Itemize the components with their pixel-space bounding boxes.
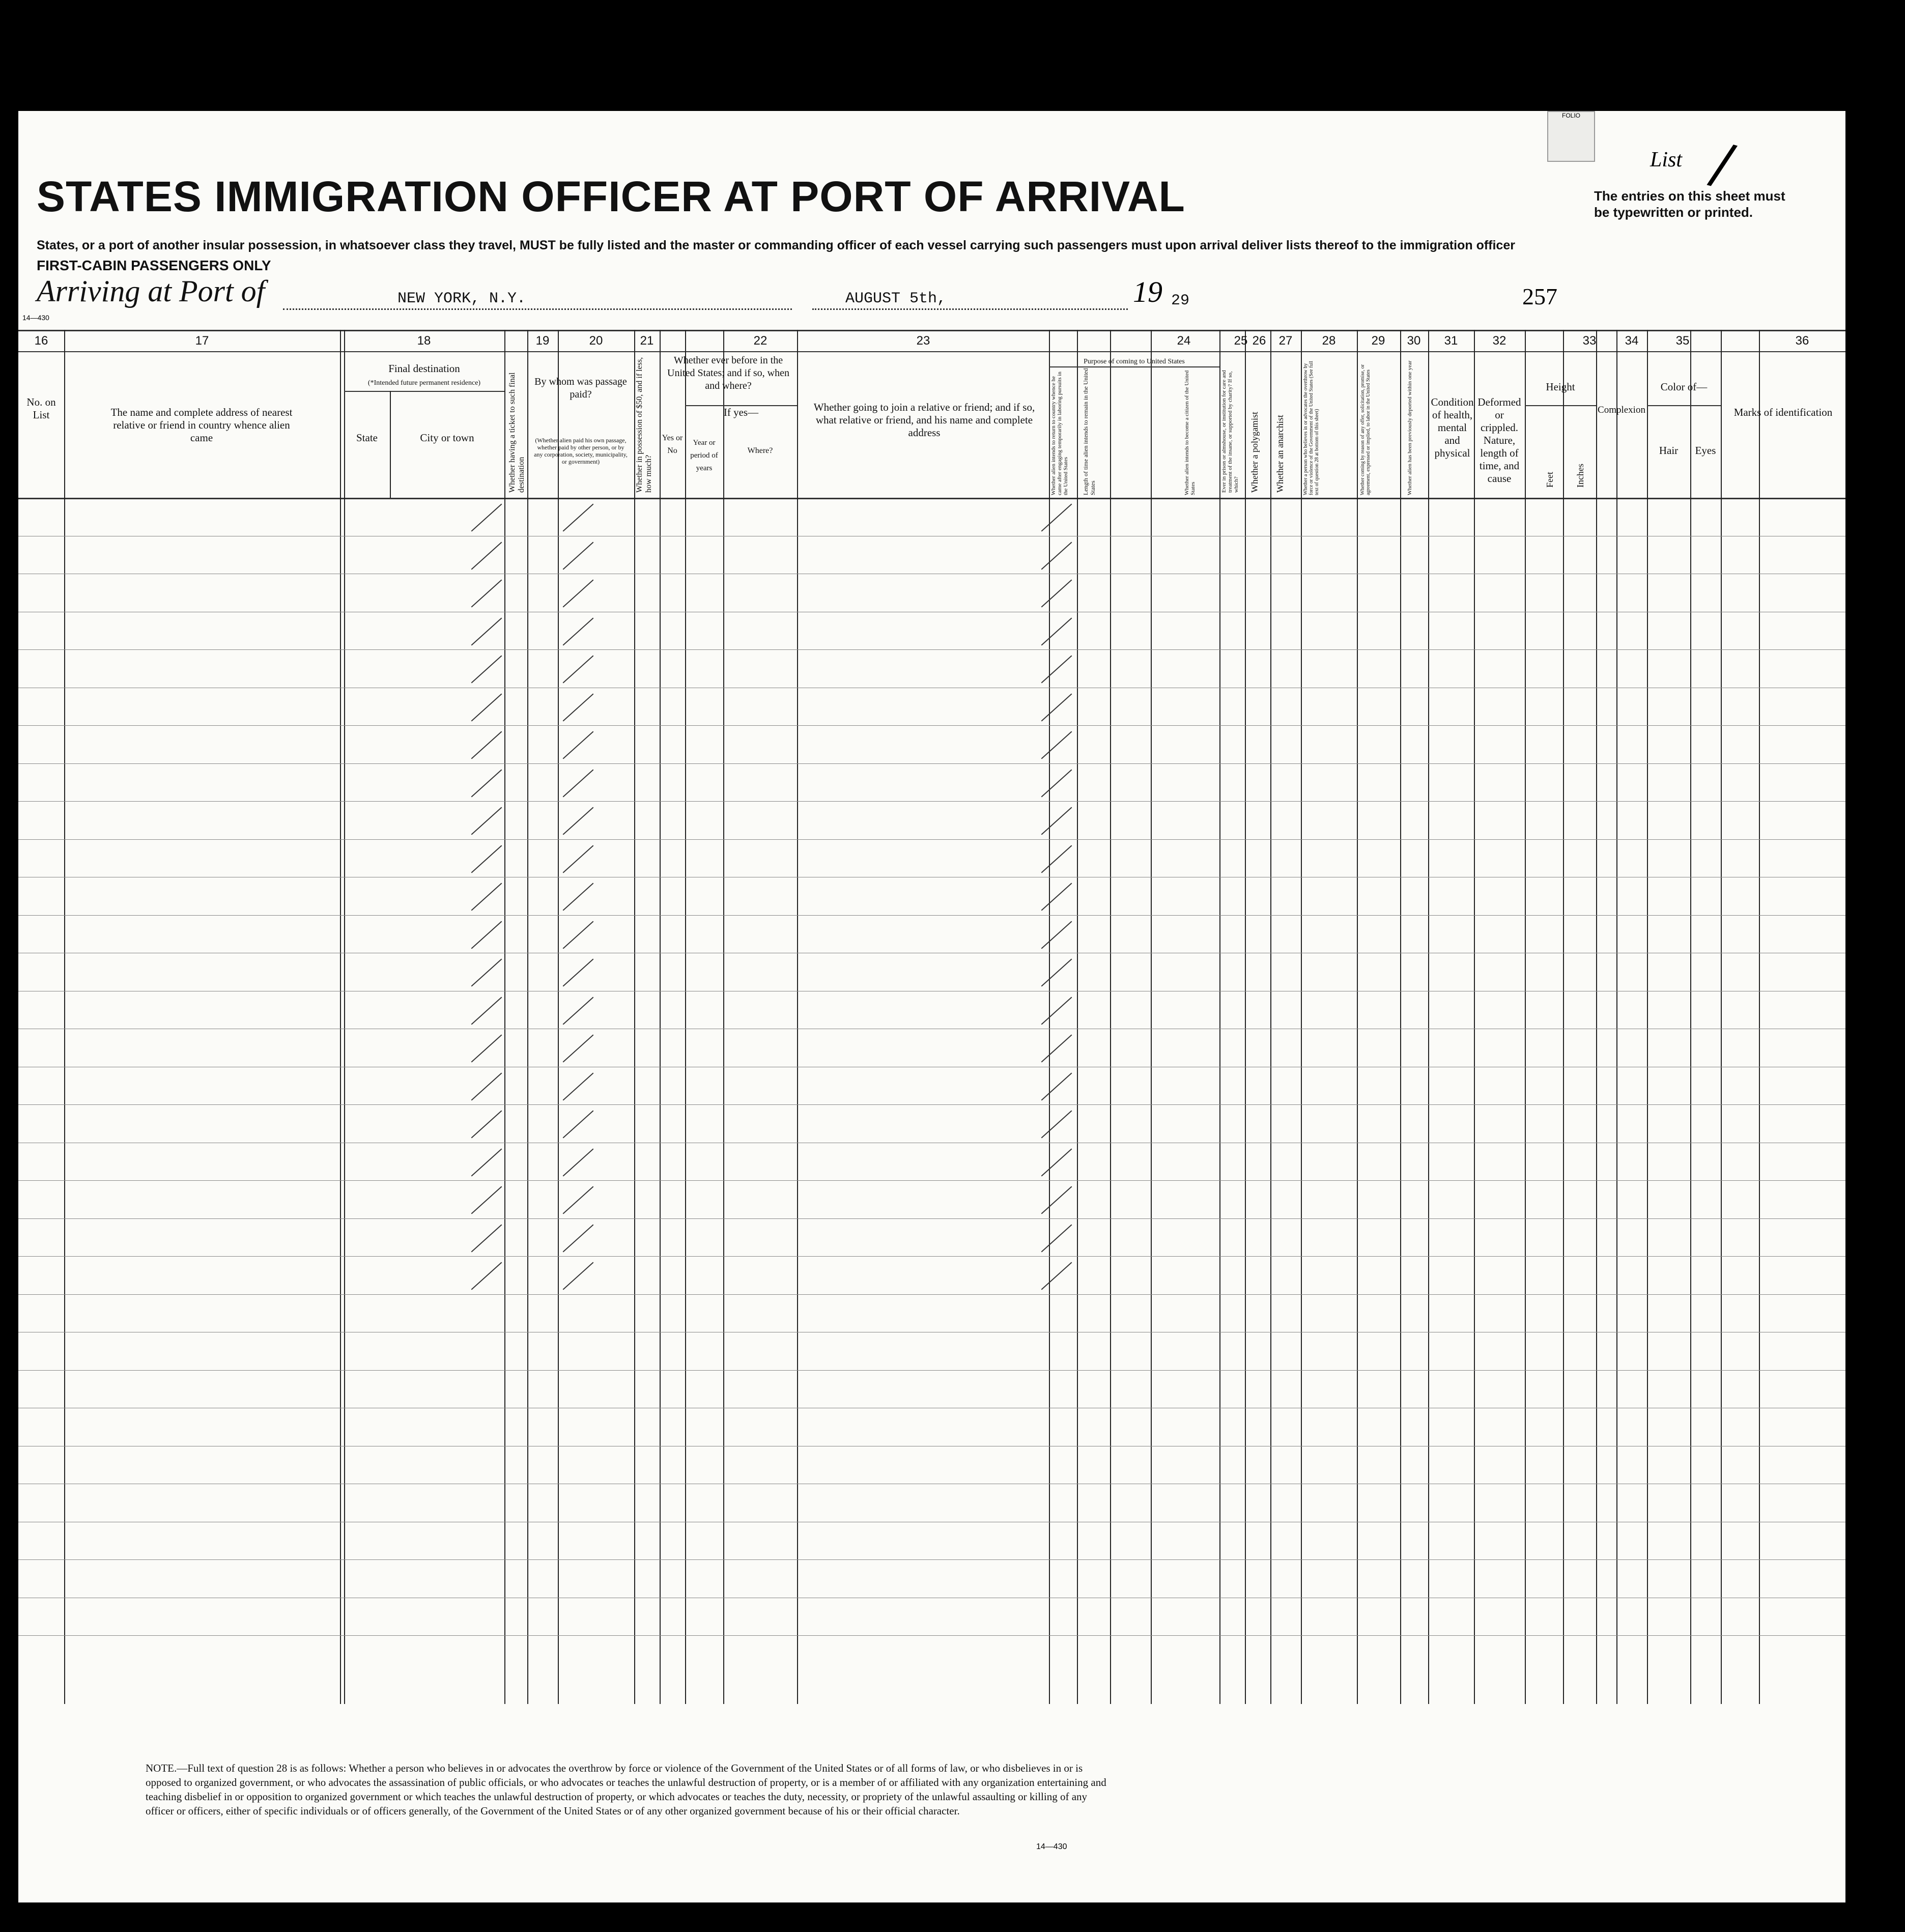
join-check bbox=[1041, 731, 1072, 759]
date-value: AUGUST 5th, bbox=[845, 290, 947, 307]
header-height: Height bbox=[1546, 381, 1575, 393]
header-fifty: Whether in possession of $50, and if less, how much? bbox=[635, 357, 653, 493]
row-rule bbox=[18, 1294, 1845, 1295]
paid-check bbox=[563, 1110, 594, 1138]
row-rule bbox=[18, 839, 1845, 840]
destination-check bbox=[471, 579, 502, 607]
header-q28: Whether a person who believes in or advocates the overthrow by force or violence of the Government of the United States (See full text of question 28 at bottom of this sheet) bbox=[1303, 360, 1320, 495]
header-deported: Whether alien has been previously deported within one year bbox=[1407, 360, 1413, 495]
header-marks: Marks of identification bbox=[1733, 406, 1833, 418]
paid-check bbox=[563, 655, 594, 683]
row-rule bbox=[18, 1256, 1845, 1257]
column-number: 35 bbox=[1675, 334, 1690, 348]
column-number: 19 bbox=[535, 334, 550, 348]
header-color-of: Color of— bbox=[1660, 381, 1708, 393]
row-rule bbox=[18, 915, 1845, 916]
header-inches: Inches bbox=[1575, 464, 1585, 488]
header-where: Where? bbox=[747, 446, 773, 455]
row-rule bbox=[18, 1559, 1845, 1560]
question-28-note: NOTE.—Full text of question 28 is as follows: Whether a person who believes in or advocates the overthrow by force or violence of the Government of the United States or of all forms of law, or who disbelieves in or is opposed to organized government, or who advocates the assassination of public officials, or who advocates or teaches the unlawful destruction of property, or is a member of or affiliated with any organization entertaining and teaching disbelief in or opposition to organized government or which teaches the unlawful destruction of property, or which advocates or teaches the duty, necessity, or propriety of the unlawful assaulting or killing of any officer or officers, either of specific individuals or of officers generally, of the Government of the United States or of any other organized government because of his or their official character. bbox=[146, 1762, 1106, 1817]
join-check bbox=[1041, 503, 1072, 531]
join-check bbox=[1041, 1186, 1072, 1214]
header-nearest-relative: The name and complete address of nearest relative or friend in country whence alien came bbox=[110, 406, 293, 444]
join-check bbox=[1041, 883, 1072, 911]
paid-check bbox=[563, 997, 594, 1025]
join-check bbox=[1041, 1110, 1072, 1138]
paid-check bbox=[563, 845, 594, 873]
column-number: 32 bbox=[1492, 334, 1506, 348]
port-value: NEW YORK, N.Y. bbox=[397, 290, 526, 307]
header-yes-no: Yes or No bbox=[662, 434, 683, 455]
header-deformed: Deformed or crippled. Nature, length of time, and cause bbox=[1477, 396, 1521, 485]
form-number: 14—430 bbox=[1036, 1842, 1067, 1851]
header-passage-paid-sub: (Whether alien paid his own passage, whether paid by other person, or by any corporation, society, municipality, or government) bbox=[534, 437, 628, 465]
header-ticket: Whether having a ticket to such final destination bbox=[508, 372, 526, 493]
row-rule bbox=[18, 1370, 1845, 1371]
join-check bbox=[1041, 1262, 1072, 1290]
header-complexion: Complexion bbox=[1598, 405, 1645, 415]
header-purpose: Purpose of coming to United States bbox=[1084, 358, 1185, 365]
join-check bbox=[1041, 542, 1072, 570]
destination-check bbox=[471, 1186, 502, 1214]
destination-check bbox=[471, 921, 502, 949]
header-polygamist: Whether a polygamist bbox=[1249, 412, 1260, 493]
paid-check bbox=[563, 1186, 594, 1214]
paid-check bbox=[563, 693, 594, 721]
color-rule bbox=[1647, 405, 1721, 406]
column-number: 27 bbox=[1278, 334, 1293, 348]
final-dest-divider bbox=[390, 391, 391, 498]
destination-check bbox=[471, 1072, 502, 1100]
destination-check bbox=[471, 503, 502, 531]
column-number: 24 bbox=[1177, 334, 1191, 348]
join-check bbox=[1041, 693, 1072, 721]
column-number: 20 bbox=[589, 334, 603, 348]
column-number: 22 bbox=[753, 334, 767, 348]
destination-check bbox=[471, 883, 502, 911]
column-number: 26 bbox=[1252, 334, 1266, 348]
row-rule bbox=[18, 1104, 1845, 1105]
header-purpose-a: Whether alien intends to return to country whence he came after engaging temporarily in laboring pursuits in the United States bbox=[1050, 372, 1069, 495]
class-label: FIRST-CABIN PASSENGERS ONLY bbox=[37, 258, 271, 273]
column-number: 17 bbox=[195, 334, 209, 348]
join-check bbox=[1041, 655, 1072, 683]
row-rule bbox=[18, 801, 1845, 802]
header-hair: Hair bbox=[1659, 444, 1679, 457]
row-rule bbox=[18, 649, 1845, 650]
intro-text: States, or a port of another insular possession, in whatsoever class they travel, MUST be fully listed and the master or commanding officer of each vessel carrying such passengers must upon arrival deliver lists thereof to the immigration officer bbox=[37, 238, 1515, 252]
folio-stamp: FOLIO bbox=[1547, 111, 1595, 162]
date-underline bbox=[812, 308, 1128, 310]
manifest-sheet bbox=[18, 111, 1845, 1902]
join-check bbox=[1041, 921, 1072, 949]
destination-check bbox=[471, 693, 502, 721]
paid-check bbox=[563, 958, 594, 986]
header-final-destination-sub: (*Intended future permanent residence) bbox=[367, 379, 481, 387]
header-if-yes: If yes— bbox=[723, 406, 759, 418]
column-number: 30 bbox=[1407, 334, 1421, 348]
row-rule bbox=[18, 1635, 1845, 1636]
destination-check bbox=[471, 807, 502, 835]
header-passage-paid: By whom was passage paid? bbox=[534, 376, 627, 400]
header-feet: Feet bbox=[1545, 472, 1555, 488]
list-number: / bbox=[1704, 130, 1741, 198]
header-anarchist: Whether an anarchist bbox=[1275, 415, 1285, 493]
paid-check bbox=[563, 542, 594, 570]
column-number: 31 bbox=[1444, 334, 1458, 348]
join-check bbox=[1041, 617, 1072, 645]
join-check bbox=[1041, 997, 1072, 1025]
entries-note-2: be typewritten or printed. bbox=[1594, 205, 1753, 220]
join-check bbox=[1041, 1072, 1072, 1100]
join-check bbox=[1041, 1034, 1072, 1062]
header-no-on-list: No. on List bbox=[26, 396, 56, 421]
row-rule bbox=[18, 1218, 1845, 1219]
row-rule bbox=[18, 1180, 1845, 1181]
column-number: 18 bbox=[417, 334, 431, 348]
destination-check bbox=[471, 1224, 502, 1252]
destination-check bbox=[471, 1262, 502, 1290]
port-underline bbox=[283, 308, 792, 310]
join-check bbox=[1041, 958, 1072, 986]
paid-check bbox=[563, 807, 594, 835]
header-labor-offer: Whether coming by reason of any offer, solicitation, promise, or agreement, expressed or implied, to labor in the United States bbox=[1360, 364, 1371, 495]
row-rule bbox=[18, 725, 1845, 726]
header-purpose-b: Length of time alien intends to remain in the United States bbox=[1082, 368, 1096, 495]
join-check bbox=[1041, 807, 1072, 835]
join-check bbox=[1041, 845, 1072, 873]
column-number: 23 bbox=[916, 334, 930, 348]
join-check bbox=[1041, 579, 1072, 607]
destination-check bbox=[471, 542, 502, 570]
header-join-relative: Whether going to join a relative or friend; and if so, what relative or friend, and his name and complete address bbox=[813, 401, 1035, 439]
header-final-destination: Final destination bbox=[388, 362, 460, 375]
paid-check bbox=[563, 503, 594, 531]
paid-check bbox=[563, 883, 594, 911]
header-eyes: Eyes bbox=[1695, 444, 1716, 457]
paid-check bbox=[563, 617, 594, 645]
sheet-number: 257 bbox=[1522, 283, 1557, 309]
join-check bbox=[1041, 1148, 1072, 1176]
column-number: 28 bbox=[1322, 334, 1336, 348]
paid-check bbox=[563, 1224, 594, 1252]
destination-check bbox=[471, 958, 502, 986]
destination-check bbox=[471, 1034, 502, 1062]
paid-check bbox=[563, 1262, 594, 1290]
destination-check bbox=[471, 1110, 502, 1138]
header-city: City or town bbox=[420, 432, 474, 444]
column-number: 25 bbox=[1234, 334, 1248, 348]
join-check bbox=[1041, 1224, 1072, 1252]
destination-check bbox=[471, 845, 502, 873]
column-number-rule bbox=[18, 351, 1845, 352]
paid-check bbox=[563, 1034, 594, 1062]
header-bottom-rule bbox=[18, 498, 1845, 499]
purpose-rule bbox=[1049, 366, 1219, 367]
paid-check bbox=[563, 579, 594, 607]
entries-note-1: The entries on this sheet must bbox=[1594, 188, 1785, 204]
list-label: List bbox=[1650, 148, 1683, 172]
final-dest-rule bbox=[344, 391, 504, 392]
column-number: 21 bbox=[640, 334, 654, 348]
column-number: 33 bbox=[1582, 334, 1597, 348]
manifest-table bbox=[18, 330, 1845, 1704]
height-divider bbox=[1563, 405, 1564, 498]
paid-check bbox=[563, 731, 594, 759]
header-prison: Ever in prison or almshouse, or institution for care and treatment of the insane, or supported by charity? If so, which? bbox=[1221, 370, 1239, 493]
join-check bbox=[1041, 769, 1072, 797]
header-purpose-c: Whether alien intends to become a citizen of the United States bbox=[1184, 370, 1196, 495]
paid-check bbox=[563, 1072, 594, 1100]
destination-check bbox=[471, 655, 502, 683]
paid-check bbox=[563, 921, 594, 949]
destination-check bbox=[471, 617, 502, 645]
form-number-top: 14—430 bbox=[22, 314, 49, 322]
column-number: 36 bbox=[1795, 334, 1809, 348]
destination-check bbox=[471, 997, 502, 1025]
height-rule bbox=[1525, 405, 1596, 406]
column-number: 16 bbox=[34, 334, 48, 348]
paid-check bbox=[563, 1148, 594, 1176]
column-number: 34 bbox=[1625, 334, 1639, 348]
paid-check bbox=[563, 769, 594, 797]
destination-check bbox=[471, 731, 502, 759]
arriving-label: Arriving at Port of bbox=[37, 274, 265, 308]
header-health: Condition of health, mental and physical bbox=[1431, 396, 1474, 459]
destination-check bbox=[471, 769, 502, 797]
header-before-in-us: Whether ever before in the United States; and if so, when and where? bbox=[667, 355, 789, 391]
destination-check bbox=[471, 1148, 502, 1176]
header-year: Year or period of years bbox=[690, 439, 718, 472]
page-title: STATES IMMIGRATION OFFICER AT PORT OF ARRIVAL bbox=[37, 173, 1185, 220]
header-state: State bbox=[356, 432, 378, 444]
year-suffix: 29 bbox=[1171, 292, 1190, 309]
year-prefix: 19 bbox=[1133, 275, 1162, 308]
row-rule bbox=[18, 763, 1845, 764]
column-number: 29 bbox=[1371, 334, 1385, 348]
table-top-rule bbox=[18, 330, 1845, 331]
